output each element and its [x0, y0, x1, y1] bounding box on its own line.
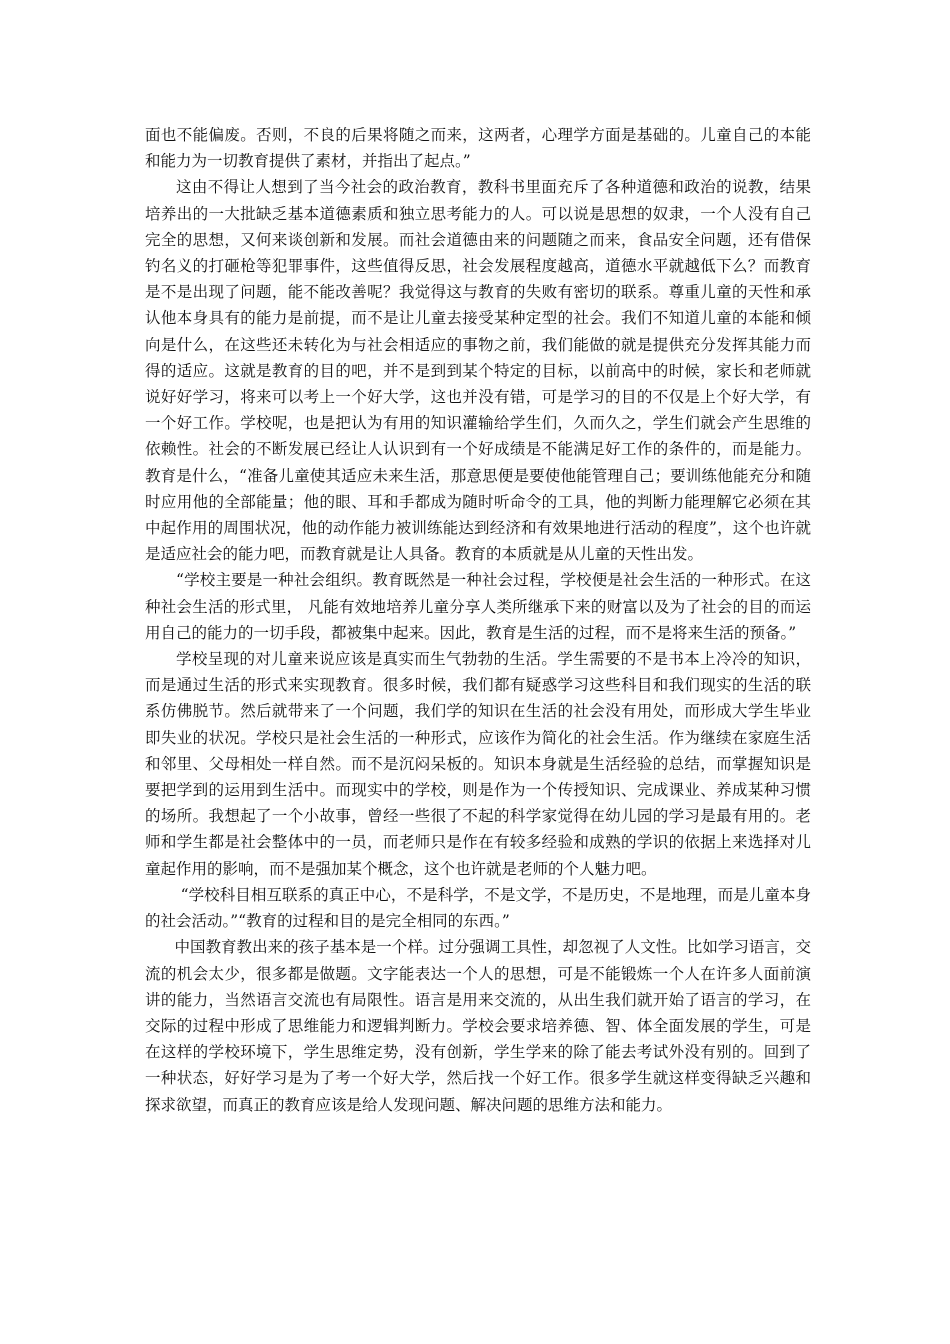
paragraph-2: 这由不得让人想到了当今社会的政治教育，教科书里面充斥了各种道德和政治的说教，结果培养出的一大批缺乏基本道德素质和独立思考能力的人。可以说是思想的奴隶，一个人没有自己完全的思想，又何来谈创新和发展。而社会道德由来的问题随之而来，食品安全问题，还有借保钓名义的打砸枪等犯罪事件，这些值得反思，社会发展程度越高，道德水平就越低下么？而教育是不是出现了问题，能不能改善呢？我觉得这与教育的失败有密切的联系。尊重儿童的天性和承认他本身具有的能力是前提，而不是让儿童去接受某种定型的社会。我们不知道儿童的本能和倾向是什么，在这些还未转化为与社会相适应的事物之前，我们能做的就是提供充分发挥其能力而得的适应。这就是教育的目的吧，并不是到到某个特定的目标，以前高中的时候，家长和老师就说好好学习，将来可以考上一个好大学，这也并没有错，可是学习的目的不仅是上个好大学，有一个好工作。学校呢，也是把认为有用的知识灌输给学生们，久而久之，学生们就会产生思维的依赖性。社会的不断发展已经让人认识到有一个好成绩是不能满足好工作的条件的，而是能力。教育是什么，“准备儿童使其适应未来生活，那意思便是要使他能管理自己；要训练他能充分和随时应用他的全部能量；他的眼、耳和手都成为随时听命令的工具，他的判断力能理解它必须在其中起作用的周围状况，他的动作能力被训练能达到经济和有效果地进行活动的程度”，这个也许就是适应社会的能力吧，而教育就是让人具备。教育的本质就是从儿童的天性出发。	[145, 178, 811, 564]
paragraph-6: 中国教育教出来的孩子基本是一个样。过分强调工具性，却忽视了人文性。比如学习语言，交流的机会太少，很多都是做题。文字能表达一个人的思想，可是不能锻炼一个人在许多人面前演讲的能力，当然语言交流也有局限性。语言是用来交流的，从出生我们就开始了语言的学习，在交际的过程中形成了思维能力和逻辑判断力。学校会要求培养德、智、体全面发展的学生，可是在这样的学校环境下，学生思维定势，没有创新，学生学来的除了能去考试外没有别的。回到了一种状态，好好学习是为了考一个好大学，然后找一个好工作。很多学生就这样变得缺乏兴趣和探求欲望，而真正的教育应该是给人发现问题、解决问题的思维方法和能力。	[145, 938, 811, 1114]
document-body	[145, 122, 811, 1118]
paragraph-4: 学校呈现的对儿童来说应该是真实而生气勃勃的生活。学生需要的不是书本上冷冷的知识，而是通过生活的形式来实现教育。很多时候，我们都有疑惑学习这些科目和我们现实的生活的联系仿佛脱节。然后就带来了一个问题，我们学的知识在生活的社会没有用处，而形成大学生毕业即失业的状况。学校只是社会生活的一种形式，应该作为简化的社会生活。作为继续在家庭生活和邻里、父母相处一样自然。而不是沉闷呆板的。知识本身就是生活经验的总结，而掌握知识是要把学到的运用到生活中。而现实中的学校，则是作为一个传授知识、完成课业、养成某种习惯的场所。我想起了一个小故事，曾经一些很了不起的科学家觉得在幼儿园的学习是最有用的。老师和学生都是社会整体中的一员，而老师只是作在有较多经验和成熟的学识的依据上来选择对儿童起作用的影响，而不是强加某个概念，这个也许就是老师的个人魅力吧。	[145, 650, 811, 878]
paragraph-3-quote: “学校主要是一种社会组织。教育既然是一种社会过程，学校便是社会生活的一种形式。在这种社会生活的形式里， 凡能有效地培养儿童分享人类所继承下来的财富以及为了社会的目的而运用自己的能力的一切手段，都被集中起来。因此，教育是生活的过程，而不是将来生活的预备。”	[145, 571, 811, 642]
paragraph-5-quote: “学校科目相互联系的真正中心，不是科学，不是文学，不是历史，不是地理，而是儿童本身的社会活动。”“教育的过程和目的是完全相同的东西。”	[145, 885, 811, 931]
paragraph-1: 面也不能偏废。否则，不良的后果将随之而来，这两者，心理学方面是基础的。儿童自己的本能和能力为一切教育提供了素材，并指出了起点。”	[145, 126, 811, 171]
